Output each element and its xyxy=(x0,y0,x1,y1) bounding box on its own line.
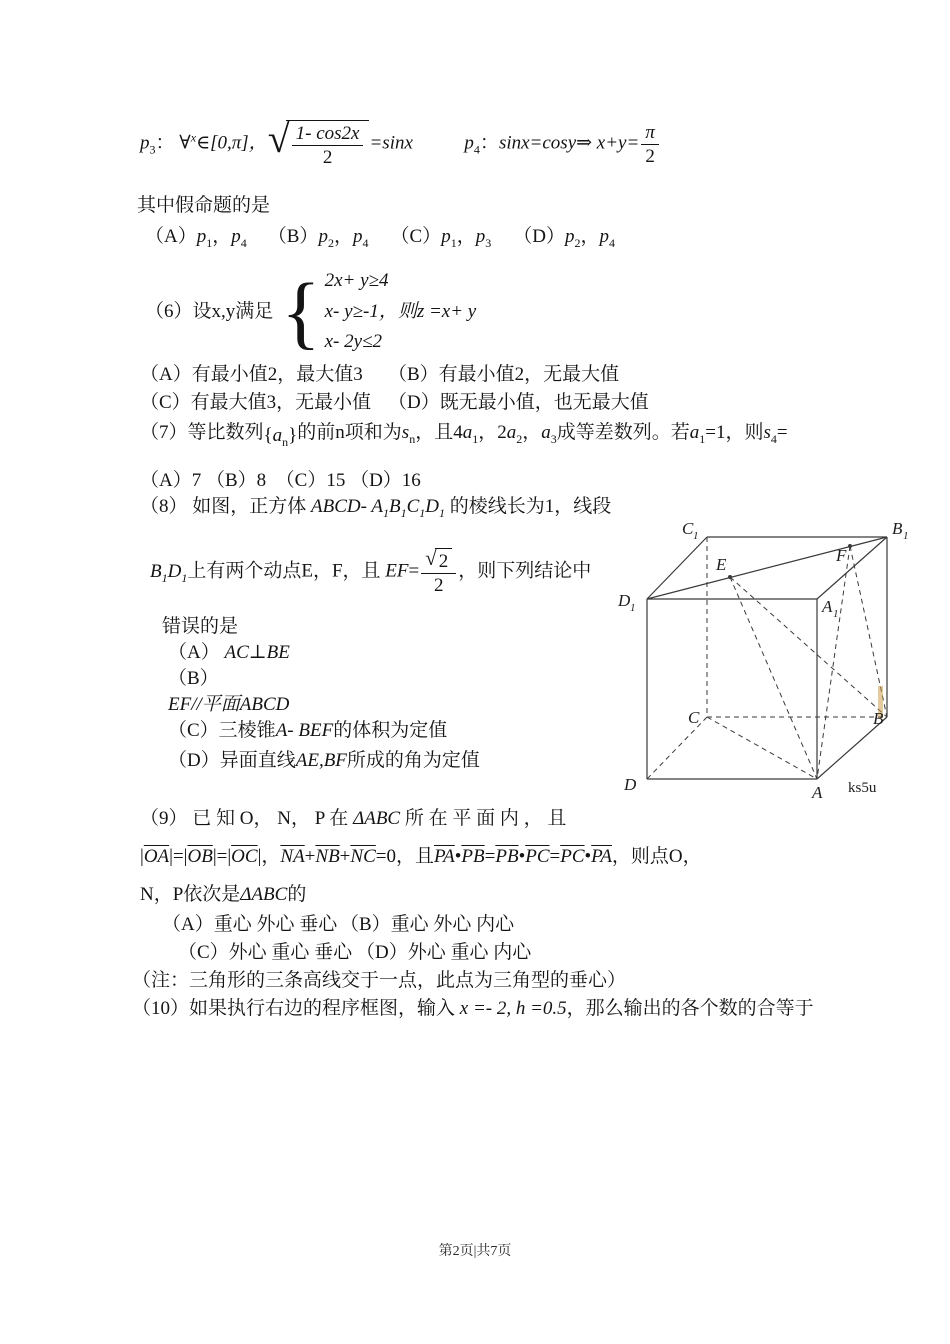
q9-note xyxy=(132,968,626,995)
triangle-name: ΔABC xyxy=(353,808,401,829)
vertex-label-a1: A xyxy=(822,597,833,616)
option-label: （B） xyxy=(168,668,219,689)
option-b xyxy=(268,224,386,251)
superscript: x xyxy=(190,130,197,145)
subscript: 1 xyxy=(206,235,213,250)
q9-options-row2 xyxy=(178,940,531,967)
radical-sign: √ xyxy=(425,546,437,570)
vertex-label-d1: D xyxy=(618,591,631,610)
vector-nc: $\overline{NC}$ xyxy=(350,846,376,867)
text-run: ，那么输出的各个数的合等于 xyxy=(566,998,814,1019)
vector-pb: $\overline{PB}$ xyxy=(495,846,519,867)
plus-sign: + xyxy=(304,846,316,867)
sqrt-expression xyxy=(267,116,370,169)
vector-nb: $\overline{NB}$ xyxy=(315,846,340,867)
text-run: ，则点O， xyxy=(611,846,702,867)
vertex-label-c: C xyxy=(688,708,700,727)
text-run: =1，则 xyxy=(705,422,764,443)
text-run: ， xyxy=(333,226,353,247)
equals-sign: = xyxy=(172,846,184,867)
text-run: =0 xyxy=(375,846,396,867)
text-run: 的体积为定值 xyxy=(333,720,448,741)
subscript: 1 xyxy=(439,505,445,520)
text-run: EF xyxy=(385,560,409,582)
question-6 xyxy=(145,265,477,357)
ef-fraction xyxy=(421,548,456,597)
dot-operator: • xyxy=(584,846,592,867)
text-run: AC⊥BE xyxy=(224,642,290,663)
q8-option-c xyxy=(168,718,447,745)
text-run: A- BEF xyxy=(275,720,334,741)
text-run: p xyxy=(441,226,451,247)
equals-sign: = xyxy=(549,846,561,867)
text-run: 错误的是 xyxy=(162,616,239,637)
text-run: 的前n项和为 xyxy=(297,422,402,443)
vector-ob: $\overline{OB}$ xyxy=(187,846,213,867)
propositions-line xyxy=(140,116,661,169)
subscript: 1 xyxy=(382,505,389,520)
dot-operator: • xyxy=(518,846,526,867)
numerator: 1- cos2x xyxy=(292,123,364,146)
page-number: 第2页|共7页 xyxy=(438,1244,512,1259)
system-brace: { xyxy=(281,265,321,357)
text-run: ，2 xyxy=(478,422,507,443)
subscript: 3 xyxy=(485,235,492,250)
vector-pc: $\overline{PC}$ xyxy=(525,846,550,867)
vertex-label-b: B xyxy=(873,709,884,728)
vertex-label-b1: B xyxy=(892,519,903,538)
text-run: = xyxy=(776,422,788,443)
vector-pa: $\overline{PA}$ xyxy=(433,846,455,867)
option-c xyxy=(391,224,509,251)
subscript: 3 xyxy=(149,142,156,157)
text-run: EF//平面ABCD xyxy=(168,694,290,715)
text-run: C xyxy=(406,496,420,517)
text-run: a xyxy=(272,425,283,446)
option-d: （D）既无最小值，也无最大值 xyxy=(388,392,649,413)
text-run: ，且 xyxy=(395,846,434,867)
text-run: a xyxy=(462,422,473,443)
text-run: a xyxy=(506,422,517,443)
text-run: x =- 2, h =0.5 xyxy=(459,998,567,1019)
q7-options xyxy=(140,468,421,495)
vector-pb: $\overline{PB}$ xyxy=(461,846,485,867)
vector-pc: $\overline{PC}$ xyxy=(560,846,585,867)
vector-na: $\overline{NA}$ xyxy=(280,846,305,867)
text-run: p xyxy=(140,132,150,154)
equals-sign: = xyxy=(484,846,496,867)
text-run: s xyxy=(763,422,771,443)
q6-lead: （6）设x,y满足 xyxy=(145,300,274,322)
text-run: ABCD- A xyxy=(311,496,383,517)
abs-bar: | xyxy=(257,846,262,867)
subscript: 1 xyxy=(419,505,426,520)
denominator: 2 xyxy=(645,145,655,167)
subscript: 2 xyxy=(516,431,523,446)
text-run: 成等差数列。若 xyxy=(556,422,690,443)
text-run: p xyxy=(564,226,575,247)
text-run: AE,BF xyxy=(295,750,347,771)
text-run: 其中假命题的是 xyxy=(137,195,271,216)
denominator: 2 xyxy=(322,147,333,169)
cube-edges-solid xyxy=(647,537,887,779)
option-label: （D）异面直线 xyxy=(168,750,296,771)
option-a: （A）重心 外心 垂心 xyxy=(162,914,338,935)
text-run: ，则下列结论中 xyxy=(458,560,592,582)
option-a xyxy=(145,224,263,251)
subscript: 1 xyxy=(181,570,188,585)
q8-line2 xyxy=(150,548,591,597)
numerator: π xyxy=(641,122,659,145)
q6-options-row1 xyxy=(140,362,619,389)
text-run: D xyxy=(167,560,182,582)
vertex-label-d: D xyxy=(624,775,637,794)
text-run: s xyxy=(401,422,410,443)
q8-lead: （8） 如图，正方体 xyxy=(140,496,307,517)
text-run: 所 在 平 面 内 ， 且 xyxy=(404,808,567,829)
segment-name xyxy=(150,560,188,585)
question-10 xyxy=(132,996,814,1023)
abs-bar: | xyxy=(227,846,232,867)
q10-lead: （10）如果执行右边的程序框图，输入 xyxy=(132,998,456,1019)
fraction xyxy=(292,123,364,169)
text-run: a xyxy=(689,422,700,443)
vertex-label-d1-sub: 1 xyxy=(630,602,636,614)
text-run: p xyxy=(231,226,241,247)
option-c: （C）有最大值3，无最小值 xyxy=(140,392,372,413)
text-run: B xyxy=(388,496,401,517)
subscript: 1 xyxy=(161,570,168,585)
subscript: 4 xyxy=(609,235,615,250)
subscript: 1 xyxy=(472,431,479,446)
subscript: n xyxy=(282,434,289,449)
subscript: 4 xyxy=(770,431,777,446)
text-run: 上有两个动点E，F，且 xyxy=(187,560,381,582)
q9-options-row1 xyxy=(162,912,514,939)
vector-oa: $\overline{OA}$ xyxy=(143,846,170,867)
text-run: 的 xyxy=(287,884,307,905)
subscript: 1 xyxy=(699,431,706,446)
subscript: 2 xyxy=(574,235,581,250)
q8-option-b-label xyxy=(168,666,219,693)
option-b: （B）重心 外心 内心 xyxy=(340,914,515,935)
page-footer xyxy=(0,1240,950,1260)
text-run: 的棱线长为1，线段 xyxy=(449,496,612,517)
question-stem xyxy=(137,193,270,220)
question-7 xyxy=(140,420,788,450)
subscript: n xyxy=(409,431,416,446)
denominator: 2 xyxy=(433,575,444,597)
point-label-f: F xyxy=(836,546,847,565)
q9-line3 xyxy=(140,882,306,909)
option-label: （A） xyxy=(145,226,197,247)
text-run: ， xyxy=(261,846,281,867)
subscript: 4 xyxy=(362,235,369,250)
inequality-row: 2x+ y≥4 xyxy=(324,270,389,291)
text-run: p xyxy=(464,132,474,154)
abs-bar: | xyxy=(212,846,217,867)
vertex-label-c1-sub: 1 xyxy=(693,530,699,542)
vertex-label-b1-sub: 1 xyxy=(903,530,909,542)
option-label: （A） xyxy=(168,642,220,663)
q9-lead: （9） 已 知 O， N， P 在 xyxy=(140,808,349,829)
forall-symbol: ∀ xyxy=(179,132,191,154)
text-run: ， xyxy=(212,226,232,247)
q8-line3 xyxy=(162,614,238,641)
text-run: ， xyxy=(580,226,600,247)
text-run: 2 xyxy=(435,548,453,572)
text-run: ∈[0,π]， xyxy=(196,132,268,154)
text-run: a xyxy=(541,422,551,443)
text-run: sinx=cosy⇒ x+y= xyxy=(498,132,640,154)
option-label: （C）三棱锥 xyxy=(168,720,276,741)
text-run: p xyxy=(196,226,207,247)
watermark-text: ks5u xyxy=(848,780,877,796)
fraction xyxy=(641,122,659,168)
q6-options-row2 xyxy=(140,390,649,417)
text-run: p xyxy=(352,226,363,247)
option-b: （B）有最小值2，无最大值 xyxy=(388,364,620,385)
cube-name xyxy=(311,496,445,520)
q8-option-a xyxy=(168,640,290,667)
subscript: 2 xyxy=(327,235,334,250)
inequality-row: x- y≥-1，则z =x+ y xyxy=(324,300,477,322)
text-run: =sinx xyxy=(369,132,413,154)
plus-sign: + xyxy=(339,846,351,867)
option-label: （C） xyxy=(390,226,442,247)
sequence-braces xyxy=(263,425,298,449)
cube-figure xyxy=(612,514,924,806)
brace-close: } xyxy=(288,425,298,446)
text-run: = xyxy=(408,560,420,582)
subscript: 4 xyxy=(473,142,480,157)
option-label: （B） xyxy=(267,226,319,247)
text-run: p xyxy=(475,226,486,247)
subscript: 1 xyxy=(400,505,407,520)
note-text: （注：三角形的三条高线交于一点，此点为三角型的垂心） xyxy=(132,970,627,991)
radical-sign: √ xyxy=(267,116,290,161)
text-run: ， xyxy=(522,422,542,443)
text-run: ， xyxy=(456,226,476,247)
triangle-name: ΔABC xyxy=(240,884,288,905)
option-label: （D） xyxy=(513,226,565,247)
option-a: （A）有最小值2，最大值3 xyxy=(140,364,363,385)
option-row: （A）7 （B）8 （C）15 （D）16 xyxy=(140,470,421,491)
q8-line1 xyxy=(140,494,611,521)
brace-open: { xyxy=(263,425,273,446)
dot-operator: • xyxy=(454,846,462,867)
vertex-label-a1-sub: 1 xyxy=(833,608,839,620)
q8-option-b-math xyxy=(168,692,289,719)
text-run: ，且4 xyxy=(415,422,463,443)
point-label-e: E xyxy=(716,555,727,574)
text-run: B xyxy=(150,560,162,582)
q7-lead: （7）等比数列 xyxy=(140,422,264,443)
subscript: 1 xyxy=(450,235,457,250)
abs-bar: | xyxy=(183,846,188,867)
text-run: N，P依次是 xyxy=(140,884,241,905)
abs-bar: | xyxy=(140,846,144,867)
vertex-label-c1: C xyxy=(682,519,694,538)
cube-edges-dashed xyxy=(647,537,887,779)
vertex-label-a: A xyxy=(812,783,823,802)
text-run: D xyxy=(425,496,439,517)
option-d xyxy=(513,224,631,251)
vector-pa: $\overline{PA}$ xyxy=(591,846,612,867)
q8-option-d xyxy=(168,748,480,775)
option-d: （D）外心 重心 内心 xyxy=(356,942,532,963)
option-c: （C）外心 重心 垂心 xyxy=(178,942,353,963)
text-run: ： xyxy=(155,132,175,154)
subscript: 3 xyxy=(550,431,557,446)
equals-sign: = xyxy=(216,846,228,867)
text-run: ： xyxy=(479,132,499,154)
intro-options xyxy=(145,224,631,251)
text-run: 所成的角为定值 xyxy=(346,750,480,771)
vector-oc: $\overline{OC}$ xyxy=(231,846,258,867)
subscript: 4 xyxy=(240,235,247,250)
sqrt-expression xyxy=(425,548,452,572)
text-run: p xyxy=(318,226,328,247)
text-run: p xyxy=(599,226,609,247)
abs-bar: | xyxy=(169,846,173,867)
q9-line1 xyxy=(140,806,566,833)
q9-line2 xyxy=(140,844,702,871)
inequality-row: x- 2y≤2 xyxy=(324,331,382,353)
